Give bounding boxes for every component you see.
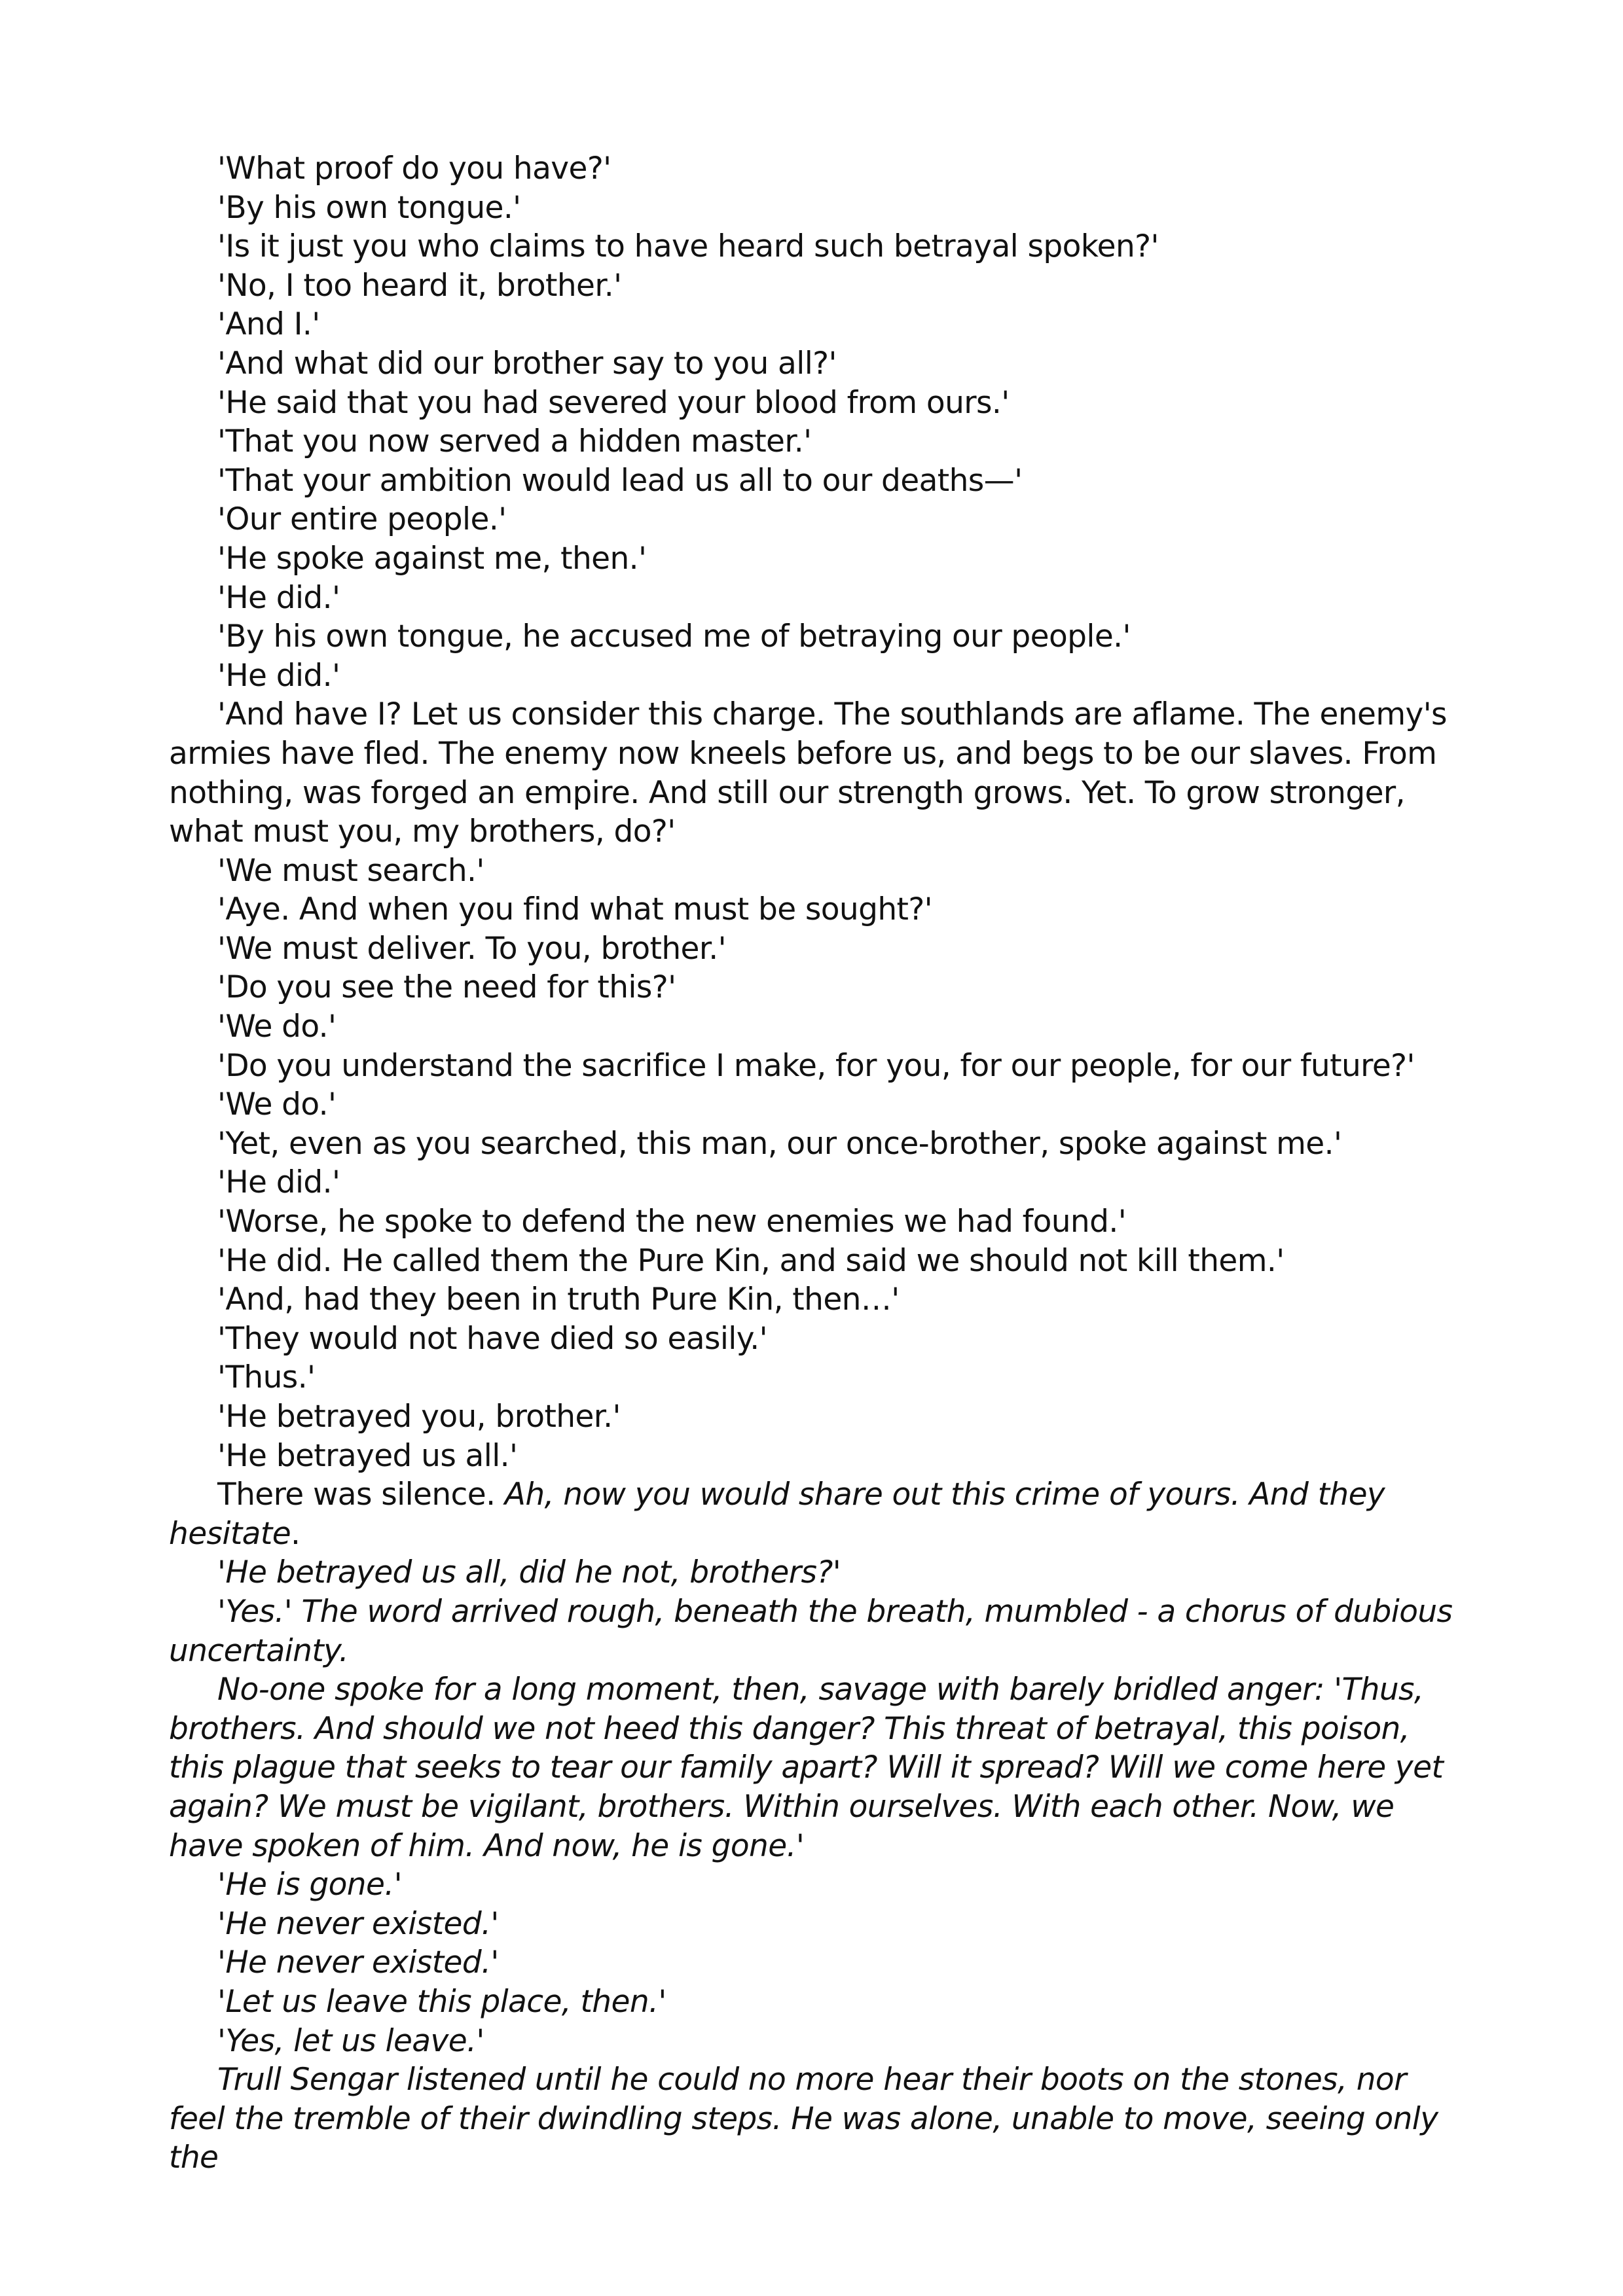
text: 'By his own tongue.': [217, 189, 521, 226]
italic-text: 'Yes.' The word arrived rough, beneath the breath, mumbled - a chorus of dubious uncertainty.: [169, 1593, 1453, 1669]
text: 'He spoke against me, then.': [217, 540, 647, 577]
paragraph: [169, 461, 1468, 501]
text: 'Aye. And when you find what must be sought?': [217, 891, 933, 928]
paragraph: [169, 1202, 1468, 1242]
paragraph: [169, 852, 1468, 891]
paragraph: [169, 1007, 1468, 1047]
text: 'Our entire people.': [217, 501, 507, 538]
text: 'That you now served a hidden master.': [217, 423, 812, 460]
paragraph: [169, 2060, 1468, 2178]
text: 'Thus.': [217, 1359, 316, 1396]
paragraph: [169, 1943, 1468, 1982]
paragraph: [169, 890, 1468, 929]
text: 'Is it just you who claims to have heard such betrayal spoken?': [217, 228, 1159, 265]
paragraph: [169, 1124, 1468, 1164]
text: 'That your ambition would lead us all to our deaths—': [217, 462, 1023, 499]
text: 'He betrayed you, brother.': [217, 1399, 621, 1435]
paragraph: [169, 384, 1468, 423]
paragraph: [169, 539, 1468, 579]
italic-text: 'He never existed.': [217, 1905, 499, 1942]
text: 'And, had they been in truth Pure Kin, then…': [217, 1282, 900, 1318]
text: There was silence.: [217, 1477, 505, 1513]
paragraph: [169, 1163, 1468, 1202]
paragraph: [169, 656, 1468, 696]
paragraph: [169, 1437, 1468, 1476]
text: 'We must search.': [217, 852, 484, 889]
italic-text: 'He is gone.': [217, 1867, 402, 1903]
text: 'And I.': [217, 306, 320, 343]
paragraph: [169, 422, 1468, 461]
text: 'He said that you had severed your blood from ours.': [217, 384, 1010, 421]
paragraph: [169, 1085, 1468, 1124]
text: 'Do you understand the sacrifice I make, for you, for our people, for our future?': [217, 1047, 1415, 1084]
italic-text: 'He never existed.': [217, 1945, 499, 1981]
paragraph: [169, 1475, 1468, 1553]
italic-text: 'Yes, let us leave.': [217, 2022, 484, 2059]
paragraph: [169, 1319, 1468, 1359]
text: 'He did.': [217, 579, 340, 616]
italic-text: No-one spoke for a long moment, then, savage with barely bridled anger: 'Thus, brothers. And should we not heed this danger? This threat of betrayal, this poison, this plague that seeks to tear our family apart? Will it spread? Will we come here yet again? We must be vigilant, brothers. Within ourselves. With each other. Now, we have spoken of him. And now, he is gone.': [169, 1672, 1444, 1864]
paragraph: [169, 266, 1468, 306]
text: .: [291, 1515, 301, 1552]
paragraph: [169, 1397, 1468, 1437]
paragraph: [169, 1670, 1468, 1865]
paragraph: [169, 1865, 1468, 1905]
paragraph: [169, 1280, 1468, 1319]
text: 'We do.': [217, 1086, 337, 1123]
text: 'We do.': [217, 1009, 337, 1045]
paragraph: [169, 968, 1468, 1007]
text: 'He did.': [217, 657, 340, 694]
paragraph: [169, 500, 1468, 539]
paragraph: [169, 344, 1468, 384]
text: 'And what did our brother say to you all?': [217, 345, 837, 382]
paragraph: [169, 1242, 1468, 1281]
paragraph: [169, 149, 1468, 188]
text: 'No, I too heard it, brother.': [217, 267, 622, 304]
paragraph: [169, 1592, 1468, 1670]
italic-text: 'Let us leave this place, then.': [217, 1983, 666, 2020]
paragraph: [169, 188, 1468, 228]
text: 'Yet, even as you searched, this man, our once-brother, spoke against me.': [217, 1125, 1342, 1162]
paragraph: [169, 1905, 1468, 1944]
paragraph: [169, 1553, 1468, 1592]
text: 'Worse, he spoke to defend the new enemies we had found.': [217, 1204, 1127, 1240]
paragraph: [169, 1982, 1468, 2022]
text: 'They would not have died so easily.': [217, 1320, 767, 1357]
paragraph: [169, 1358, 1468, 1397]
text: 'He did. He called them the Pure Kin, and said we should not kill them.': [217, 1242, 1285, 1279]
text: 'We must deliver. To you, brother.': [217, 930, 726, 967]
paragraph: [169, 1047, 1468, 1086]
paragraph: [169, 579, 1468, 618]
paragraph: [169, 2022, 1468, 2061]
text: 'What proof do you have?': [217, 151, 611, 187]
italic-text: Trull Sengar listened until he could no more hear their boots on the stones, nor feel the tremble of their dwindling steps. He was alone, unable to move, seeing only the: [169, 2062, 1438, 2176]
paragraph: [169, 617, 1468, 656]
document-page: [169, 149, 1468, 2178]
italic-text: 'He betrayed us all, did he not, brothers?': [217, 1554, 841, 1591]
paragraph: [169, 695, 1468, 851]
text: 'And have I? Let us consider this charge. The southlands are aflame. The enemy's armies have fled. The enemy now kneels before us, and begs to be our slaves. From nothing, was forged an empire. And still our strength grows. Yet. To grow stronger, what must you, my brothers, do?': [169, 696, 1447, 850]
paragraph: [169, 227, 1468, 266]
text: 'He did.': [217, 1164, 340, 1201]
text: 'By his own tongue, he accused me of betraying our people.': [217, 619, 1131, 655]
text: 'Do you see the need for this?': [217, 969, 676, 1006]
italic-text: Ah, now you would share out this crime of yours. And they hesitate: [169, 1477, 1385, 1552]
paragraph: [169, 929, 1468, 969]
text: 'He betrayed us all.': [217, 1437, 518, 1474]
paragraph: [169, 305, 1468, 344]
